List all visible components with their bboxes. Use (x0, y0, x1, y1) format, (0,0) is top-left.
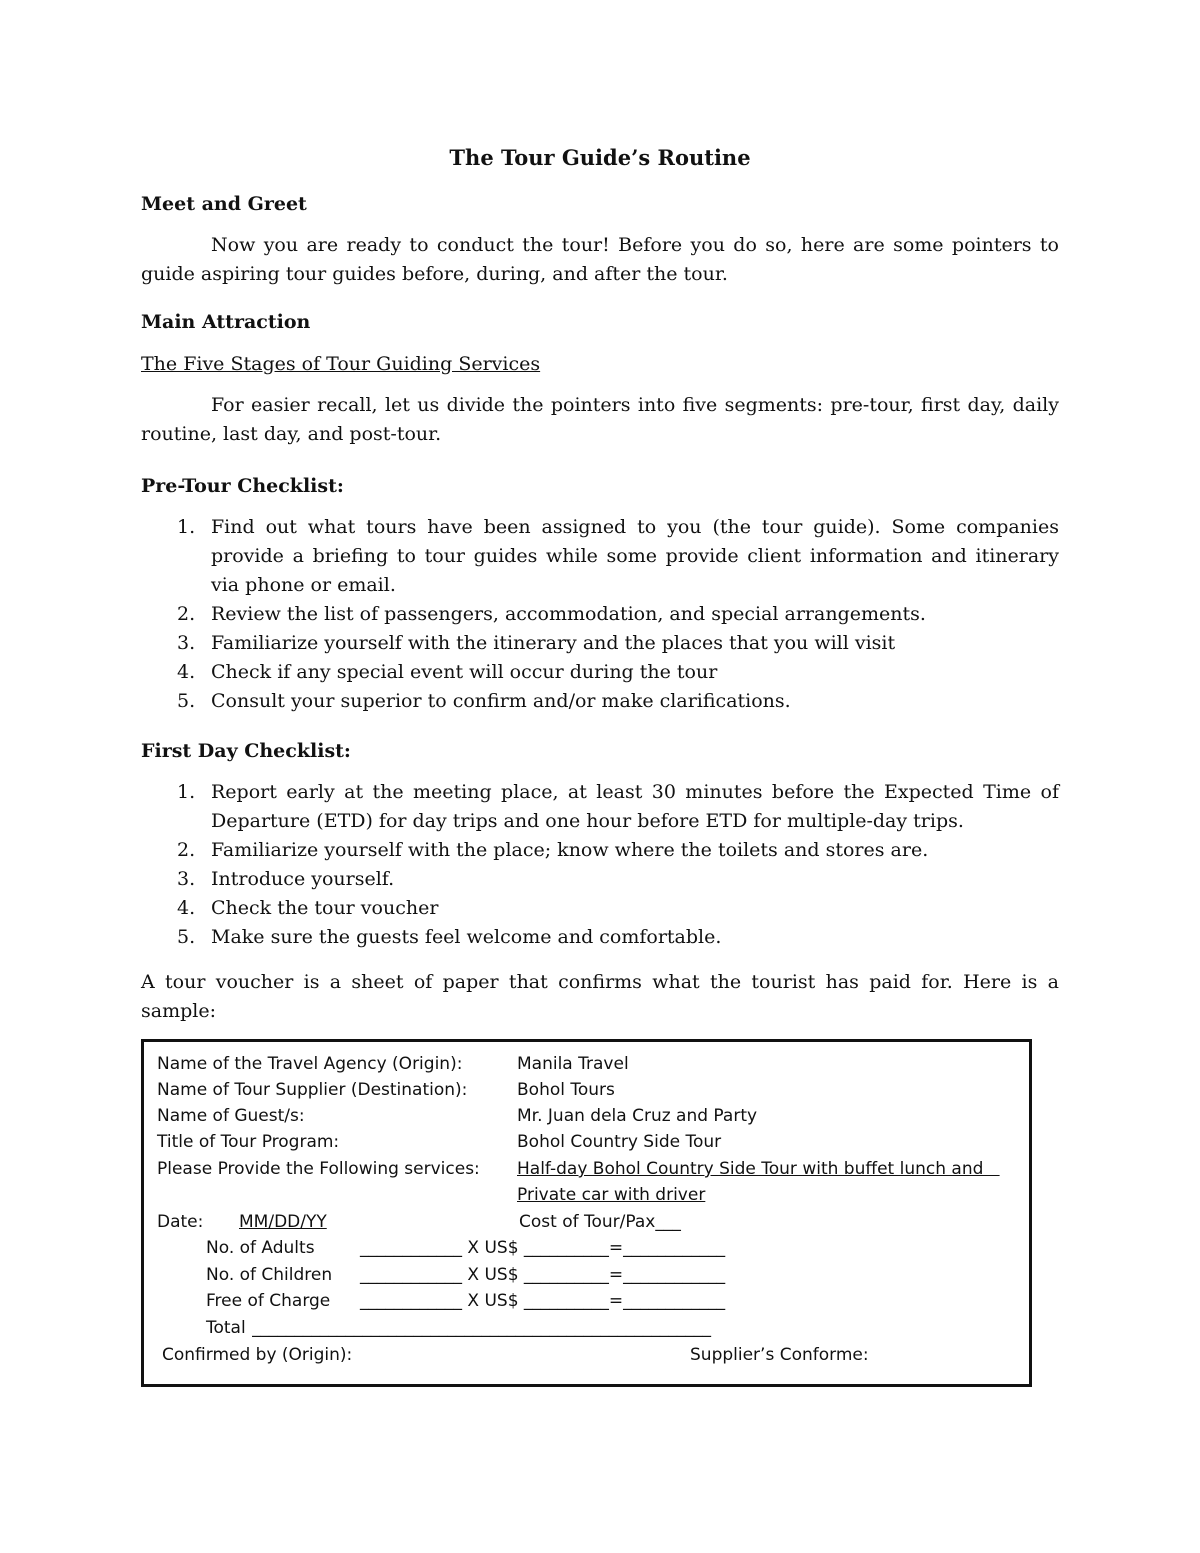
first-day-section (141, 740, 1059, 1026)
voucher-row-program (144, 1129, 1029, 1155)
voucher-row-total (144, 1315, 1029, 1341)
first-day-list (141, 778, 1059, 952)
services-value-line-1: Half-day Bohol Country Side Tour with buffet lunch and (517, 1159, 1000, 1179)
pre-tour-list (141, 513, 1059, 716)
item-number: 2. (177, 603, 196, 625)
item-number: 4. (177, 661, 196, 683)
item-number: 1. (177, 516, 196, 538)
item-text: Check if any special event will occur during the tour (211, 661, 718, 683)
list-item (141, 894, 1059, 923)
item-text: Make sure the guests feel welcome and comfortable. (211, 926, 722, 948)
meet-greet-heading: Meet and Greet (141, 193, 307, 215)
children-line: ____________ X US$ __________=____________ (360, 1265, 726, 1285)
voucher-row-confirm (144, 1342, 1029, 1368)
program-value: Bohol Country Side Tour (517, 1132, 722, 1152)
total-label: Total (206, 1318, 246, 1338)
item-text: Report early at the meeting place, at least 30 minutes before the Expected Time of Departure (ETD) for day trips and one hour before ETD for multiple-day trips. (211, 781, 1059, 832)
program-label: Title of Tour Program: (157, 1132, 340, 1152)
voucher-row-agency (144, 1051, 1029, 1077)
list-item (141, 513, 1059, 600)
main-attraction-heading: Main Attraction (141, 311, 311, 333)
voucher-row-date (144, 1209, 1029, 1235)
voucher-row-children (144, 1262, 1029, 1288)
item-number: 4. (177, 897, 196, 919)
item-text: Introduce yourself. (211, 868, 395, 890)
free-label: Free of Charge (206, 1291, 331, 1311)
item-number: 3. (177, 632, 196, 654)
date-value: MM/DD/YY (239, 1212, 327, 1232)
item-text: Check the tour voucher (211, 897, 439, 919)
children-label: No. of Children (206, 1265, 333, 1285)
page-title: The Tour Guide’s Routine (449, 145, 751, 170)
meet-greet-paragraph: Now you are ready to conduct the tour! Before you do so, here are some pointers to guide aspiring tour guides before, during, and after the tour. (141, 234, 1059, 285)
list-item (141, 778, 1059, 836)
services-label: Please Provide the Following services: (157, 1159, 480, 1179)
item-text: Familiarize yourself with the place; know where the toilets and stores are. (211, 839, 929, 861)
item-text: Find out what tours have been assigned to you (the tour guide). Some companies provide a briefing to tour guides while some provide client information and itinerary via phone or email. (211, 516, 1059, 596)
item-number: 3. (177, 868, 196, 890)
guests-label: Name of Guest/s: (157, 1106, 305, 1126)
list-item (141, 923, 1059, 952)
tour-voucher-sample (141, 1039, 1032, 1387)
voucher-intro-paragraph: A tour voucher is a sheet of paper that confirms what the tourist has paid for. Here is a sample: (141, 971, 1059, 1022)
item-text: Familiarize yourself with the itinerary and the places that you will visit (211, 632, 896, 654)
list-item (141, 836, 1059, 865)
meet-greet-section (141, 193, 1059, 289)
agency-label: Name of the Travel Agency (Origin): (157, 1054, 463, 1074)
list-item (141, 600, 1059, 629)
voucher-row-adults (144, 1235, 1029, 1261)
item-number: 2. (177, 839, 196, 861)
item-number: 5. (177, 690, 196, 712)
voucher-row-free (144, 1288, 1029, 1314)
voucher-row-services (144, 1156, 1029, 1182)
list-item (141, 865, 1059, 894)
adults-label: No. of Adults (206, 1238, 315, 1258)
list-item (141, 658, 1059, 687)
pre-tour-heading: Pre-Tour Checklist: (141, 475, 344, 497)
list-item (141, 687, 1059, 716)
total-line: ______________________________________________________ (252, 1318, 711, 1338)
voucher-row-services-cont (144, 1182, 1029, 1208)
voucher-row-supplier (144, 1077, 1029, 1103)
services-value-line-2: Private car with driver (517, 1185, 706, 1205)
list-item (141, 629, 1059, 658)
voucher-row-guests (144, 1103, 1029, 1129)
item-text: Consult your superior to confirm and/or make clarifications. (211, 690, 791, 712)
pre-tour-section (141, 475, 1059, 716)
conforme-label: Supplier’s Conforme: (690, 1345, 869, 1365)
supplier-label: Name of Tour Supplier (Destination): (157, 1080, 468, 1100)
cost-label: Cost of Tour/Pax___ (519, 1212, 681, 1232)
main-attraction-paragraph: For easier recall, let us divide the pointers into five segments: pre-tour, first day, daily routine, last day, and post-tour. (141, 394, 1059, 445)
first-day-heading: First Day Checklist: (141, 740, 351, 762)
item-text: Review the list of passengers, accommodation, and special arrangements. (211, 603, 926, 625)
date-label: Date: (157, 1212, 204, 1232)
item-number: 5. (177, 926, 196, 948)
main-attraction-section (141, 311, 1059, 449)
adults-line: ____________ X US$ __________=____________ (360, 1238, 726, 1258)
five-stages-subheading: The Five Stages of Tour Guiding Services (141, 353, 541, 375)
free-line: ____________ X US$ __________=____________ (360, 1291, 726, 1311)
confirmed-label: Confirmed by (Origin): (162, 1345, 353, 1365)
guests-value: Mr. Juan dela Cruz and Party (517, 1106, 758, 1126)
agency-value: Manila Travel (517, 1054, 629, 1074)
supplier-value: Bohol Tours (517, 1080, 615, 1100)
item-number: 1. (177, 781, 196, 803)
